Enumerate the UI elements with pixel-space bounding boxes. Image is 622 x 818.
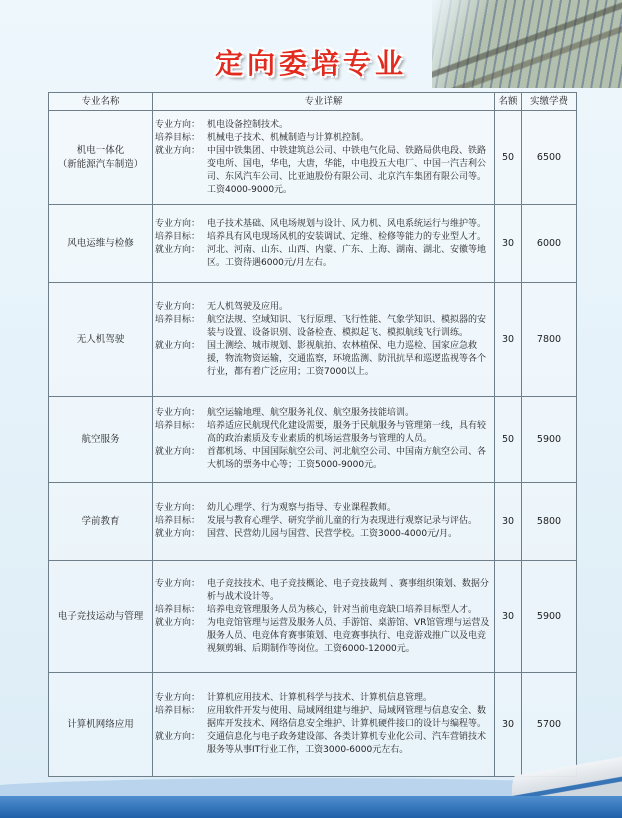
quota-value: 30	[495, 283, 522, 397]
program-detail	[153, 673, 495, 777]
table-row	[49, 483, 577, 561]
detail-text: 国土测绘、城市规划、影视航拍、农林植保、电力巡检、国家应急救援，物流物资运输，交通监察，环境监测、防汛抗旱和巡逻监视等各个行业，都有着广泛应用；工资7000以上。	[207, 340, 487, 377]
header-name: 专业名称	[49, 93, 153, 111]
detail-line	[155, 119, 492, 132]
quota-value: 30	[495, 483, 522, 561]
detail-line	[155, 731, 492, 757]
detail-label: 专业方向：	[155, 408, 201, 418]
program-detail	[153, 397, 495, 483]
program-name-line: 航空服务	[81, 433, 120, 445]
quota-value: 50	[495, 397, 522, 483]
fee-value: 5900	[522, 397, 577, 483]
detail-line	[155, 705, 492, 731]
quota-value: 30	[495, 673, 522, 777]
table-header-row	[49, 93, 577, 111]
detail-line	[155, 502, 492, 515]
program-name-line: 无人机驾驶	[76, 333, 125, 345]
detail-line	[155, 604, 492, 617]
detail-label: 培养目标：	[155, 604, 201, 615]
detail-text: 机械电子技术、机械制造与计算机控制。	[207, 132, 370, 143]
program-detail	[153, 283, 495, 397]
program-name	[49, 483, 153, 561]
detail-line	[155, 528, 492, 541]
detail-line	[155, 218, 492, 231]
program-table	[48, 92, 577, 777]
detail-text: 无人机驾驶及应用。	[207, 301, 289, 312]
program-name-line: 风电运维与检修	[67, 237, 134, 249]
detail-label: 就业方向：	[155, 447, 201, 457]
detail-line	[155, 314, 492, 340]
detail-label: 专业方向：	[155, 218, 201, 229]
detail-text: 交通信息化与电子政务建设部、各类计算机专业化公司、汽车营销技术服务等从事IT行业工作，工资3000-6000元左右。	[207, 732, 487, 755]
detail-label: 培养目标：	[155, 421, 201, 431]
detail-line	[155, 132, 492, 145]
detail-label: 就业方向：	[155, 617, 201, 628]
quota-value: 50	[495, 111, 522, 205]
program-name	[49, 561, 153, 673]
detail-label: 专业方向：	[155, 119, 201, 130]
program-detail	[153, 561, 495, 673]
program-name-line: 学前教育	[81, 515, 120, 527]
header-detail: 专业详解	[153, 93, 495, 111]
quota-value: 30	[495, 205, 522, 283]
detail-text: 航空法规、空域知识、飞行原理、飞行性能、气象学知识、模拟器的安装与设置、设备识别、设备检查、模拟起飞、模拟航线飞行训练。	[207, 314, 487, 338]
detail-text: 为电竞馆管理与运营及服务人员、手游馆、桌游馆、VR馆管理与运营及服务人员、电竞体育赛事策划、电竞赛事执行、电竞游戏推广以及电竞视频剪辑、后期制作等岗位。工资6000-12000元。	[207, 617, 490, 654]
detail-text: 河北、河南、山东、山西、内蒙、广东、上海、湖南、湖北、安徽等地区。工资待遇6000元/月左右。	[207, 244, 487, 268]
detail-text: 电子技术基础、风电场规划与设计、风力机、风电系统运行与维护等。	[207, 218, 487, 229]
program-name	[49, 673, 153, 777]
detail-label: 专业方向：	[155, 503, 201, 513]
detail-text: 培养适应民航现代化建设需要，服务于民航服务与管理第一线，具有较高的政治素质及专业素质的机场运营服务与管理的人员。	[207, 421, 487, 444]
quota-value: 30	[495, 561, 522, 673]
detail-line	[155, 692, 492, 705]
program-name-line: 机电一体化	[76, 144, 125, 156]
detail-text: 国营、民营幼儿园与国营、民营学校。工资3000-4000元/月。	[207, 529, 458, 539]
detail-label: 专业方向：	[155, 578, 201, 589]
fee-value: 5800	[522, 483, 577, 561]
fee-value: 5700	[522, 673, 577, 777]
detail-line	[155, 446, 492, 472]
table-row	[49, 561, 577, 673]
bottom-band	[0, 796, 622, 818]
program-name-line: 计算机网络应用	[67, 718, 134, 730]
detail-label: 就业方向：	[155, 340, 201, 351]
table-row	[49, 111, 577, 205]
detail-label: 专业方向：	[155, 301, 201, 312]
detail-line	[155, 340, 492, 379]
detail-label: 就业方向：	[155, 145, 201, 156]
detail-label: 专业方向：	[155, 693, 201, 703]
detail-label: 培养目标：	[155, 132, 201, 143]
detail-line	[155, 407, 492, 420]
detail-line	[155, 515, 492, 528]
program-name-line: （新能源汽车制造）	[57, 158, 144, 170]
fee-value: 5900	[522, 561, 577, 673]
detail-line	[155, 301, 492, 314]
program-name	[49, 205, 153, 283]
detail-line	[155, 145, 492, 197]
page-title: 定向委培专业	[214, 47, 407, 80]
program-name	[49, 111, 153, 205]
fee-value: 6000	[522, 205, 577, 283]
program-name	[49, 283, 153, 397]
detail-text: 应用软件开发与使用、局域网组建与维护、局域网管理与信息安全、数据库开发技术、网络信息安全维护、计算机硬件接口的设计与编程等。	[207, 706, 487, 729]
detail-text: 计算机应用技术、计算机科学与技术、计算机信息管理。	[207, 693, 433, 703]
detail-line	[155, 420, 492, 446]
detail-text: 发展与教育心理学、研究学前儿童的行为表现进行观察记录与评估。	[207, 516, 478, 526]
program-name-line: 电子竞技运动与管理	[57, 610, 144, 622]
program-name	[49, 397, 153, 483]
header-quota: 名额	[495, 93, 522, 111]
table-row	[49, 205, 577, 283]
detail-label: 培养目标：	[155, 516, 201, 526]
program-detail	[153, 483, 495, 561]
table-row	[49, 673, 577, 777]
fee-value: 7800	[522, 283, 577, 397]
detail-line	[155, 578, 492, 604]
detail-line	[155, 244, 492, 270]
detail-label: 培养目标：	[155, 231, 201, 242]
detail-text: 培养具有风电现场风机的安装调试、定维、检修等能力的专业型人才。	[207, 231, 487, 242]
detail-label: 就业方向：	[155, 244, 201, 255]
program-detail	[153, 111, 495, 205]
detail-text: 航空运输地理、航空服务礼仪、航空服务技能培训。	[207, 408, 415, 418]
detail-text: 首都机场、中国国际航空公司、河北航空公司、中国南方航空公司、各大机场的票务中心等；工资5000-9000元。	[207, 447, 487, 470]
detail-line	[155, 617, 492, 656]
fee-value: 6500	[522, 111, 577, 205]
header-fee: 实缴学费	[522, 93, 577, 111]
table-row	[49, 397, 577, 483]
table-row	[49, 283, 577, 397]
detail-label: 就业方向：	[155, 732, 201, 742]
detail-text: 培养电竞管理服务人员为核心，针对当前电竞缺口培养目标型人才。	[207, 604, 478, 615]
detail-text: 机电设备控制技术。	[207, 119, 289, 130]
detail-label: 培养目标：	[155, 706, 201, 716]
detail-label: 培养目标：	[155, 314, 201, 325]
detail-text: 幼儿心理学、行为观察与指导、专业课程教师。	[207, 503, 397, 513]
program-detail	[153, 205, 495, 283]
detail-line	[155, 231, 492, 244]
detail-label: 就业方向：	[155, 529, 201, 539]
detail-text: 电子竞技技术、电子竞技概论、电子竞技裁判 、赛事组织策划、数据分析与战术设计等。	[207, 578, 489, 602]
detail-text: 中国中铁集团、中铁建筑总公司、中铁电气化局、铁路局供电段、铁路变电所、国电，华电，大唐，华能，中电投五大电厂、中国一汽吉利公司、东风汽车公司、比亚迪股份有限公司、北京汽车集团有限公司等。工资4000-9000元。	[207, 145, 487, 195]
